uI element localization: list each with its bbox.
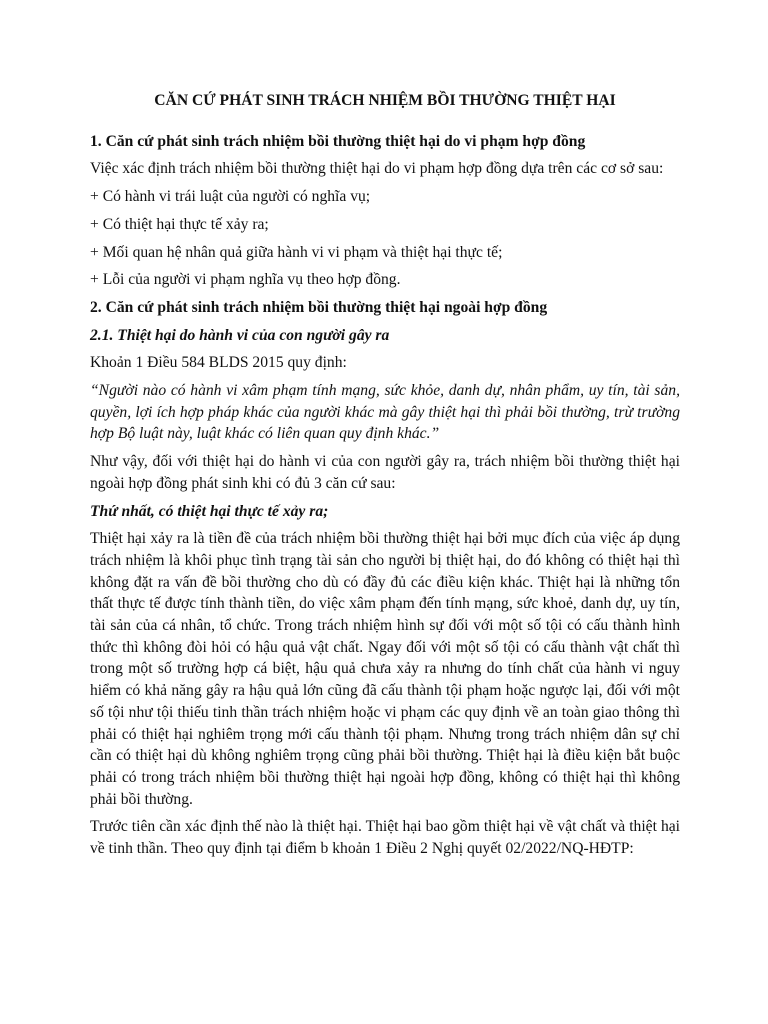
bullet-item: + Có hành vi trái luật của người có nghĩa vụ; [90,188,371,206]
body-paragraph-1: Thiệt hại xảy ra là tiền đề của trách nhiệm bồi thường thiệt hại bởi mục đích của việc áp dụng trách nhiệm là khôi phục tình trạng tài sản cho người bị thiệt hại, do đó không có thiệt hại thì không đặt ra vấn đề bồi thường cho dù có đầy đủ các điều kiện khác. Thiệt hại là những tổn thất thực tế được tính thành tiền, do việc xâm phạm đến tính mạng, sức khoẻ, danh dự, uy tín, tài sản của cá nhân, tổ chức. Trong trách nhiệm hình sự đối với một số tội có cấu thành hình thức thì không đòi hỏi có hậu quả vật chất. Ngay đối với một số tội có cấu thành vật chất thì trong một số trường hợp cá biệt, hậu quả chưa xảy ra nhưng do tính chất của hành vi nguy hiểm có khả năng gây ra hậu quả lớn cũng đã cấu thành tội phạm hoặc ngược lại, đối với một số tội như tội thiếu tinh thần trách nhiệm hoặc vi phạm các quy định về an toàn giao thông thì phải có thiệt hại nghiêm trọng mới cấu thành tội phạm. Nhưng trong trách nhiệm dân sự chỉ cần có thiệt hại dù không nghiêm trọng cũng phải bồi thường. Thiệt hại là điều kiện bắt buộc phải có trong trách nhiệm bồi thường thiệt hại ngoài hợp đồng, không có thiệt hại thì không phải bồi thường. [90,530,680,808]
document-title: CĂN CỨ PHÁT SINH TRÁCH NHIỆM BỒI THƯỜNG THIỆT HẠI [154,92,616,109]
law-reference: Khoản 1 Điều 584 BLDS 2015 quy định: [90,354,347,372]
subsection-2-1-heading: 2.1. Thiệt hại do hành vi của con người gây ra [90,326,390,344]
section-1-heading: 1. Căn cứ phát sinh trách nhiệm bồi thường thiệt hại do vi phạm hợp đồng [90,132,586,150]
law-quote: “Người nào có hành vi xâm phạm tính mạng, sức khỏe, danh dự, nhân phẩm, uy tín, tài sản, quyền, lợi ích hợp pháp khác của người khác mà gây thiệt hại thì phải bồi thường, trừ trường hợp Bộ luật này, luật khác có liên quan quy định khác.” [90,382,680,443]
bullet-item: + Có thiệt hại thực tế xảy ra; [90,215,269,233]
section-1-intro: Việc xác định trách nhiệm bồi thường thiệt hại do vi phạm hợp đồng dựa trên các cơ sở sau: [90,160,664,178]
section-2-heading: 2. Căn cứ phát sinh trách nhiệm bồi thường thiệt hại ngoài hợp đồng [90,298,548,316]
bullet-item: + Mối quan hệ nhân quả giữa hành vi vi phạm và thiệt hại thực tế; [90,243,503,261]
bullet-item: + Lỗi của người vi phạm nghĩa vụ theo hợp đồng. [90,271,401,289]
body-paragraph-2: Trước tiên cần xác định thế nào là thiệt hại. Thiệt hại bao gồm thiệt hại về vật chất và thiệt hại về tinh thần. Theo quy định tại điểm b khoản 1 Điều 2 Nghị quyết 02/2022/NQ-HĐTP: [90,818,680,858]
summary-paragraph: Như vậy, đối với thiệt hại do hành vi của con người gây ra, trách nhiệm bồi thường thiệt hại ngoài hợp đồng phát sinh khi có đủ 3 căn cứ sau: [90,453,680,492]
first-condition-heading: Thứ nhất, có thiệt hại thực tế xảy ra; [90,502,329,520]
